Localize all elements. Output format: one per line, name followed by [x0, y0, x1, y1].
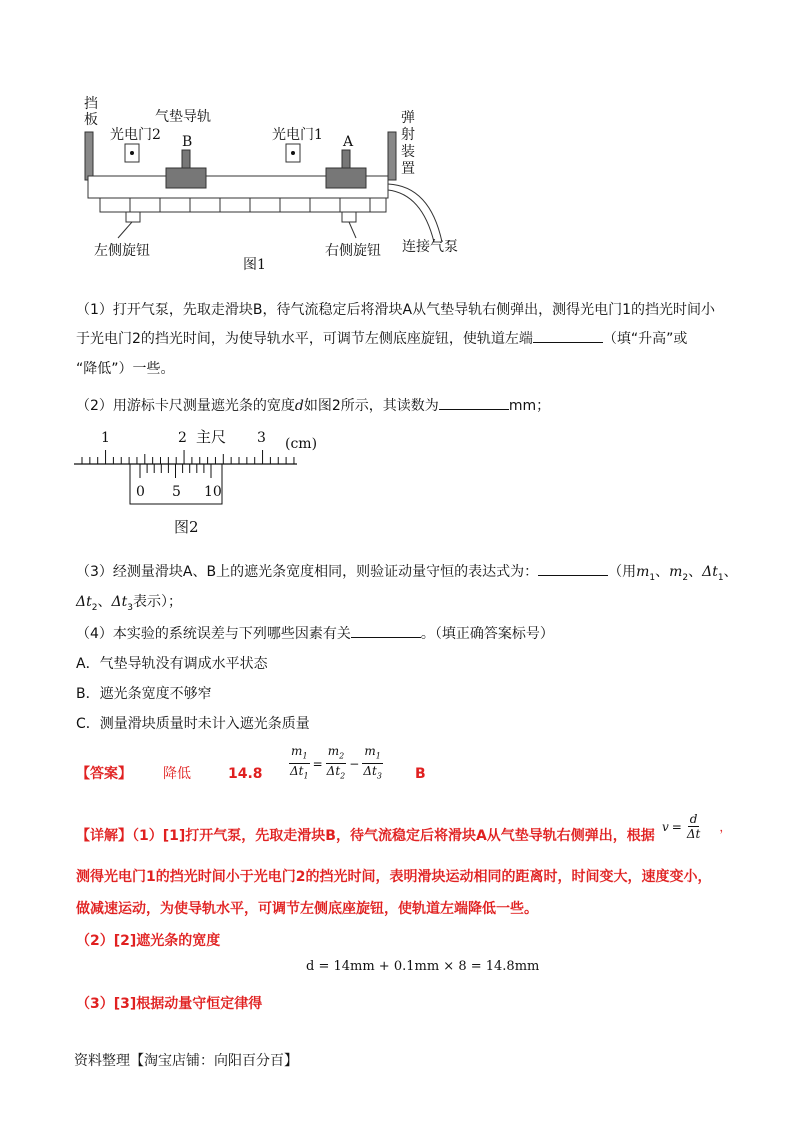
label-gate-1: 光电门1: [272, 127, 323, 143]
answer-2: 14.8: [228, 766, 263, 782]
label-baffle: 挡板: [84, 96, 98, 128]
q4-option-C: C．测量滑块质量时未计入遮光条质量: [76, 716, 310, 732]
pump-hose: [388, 184, 442, 242]
explain-formula-2: d = 14mm + 0.1mm × 8 = 14.8mm: [306, 959, 540, 974]
answer-1: 降低: [163, 766, 191, 782]
q3-line-1: （3）经测量滑块A、B上的遮光条宽度相同，则验证动量守恒的表达式为： （用$m_1$、$m_2$、$\Delta t_1$、: [76, 561, 738, 589]
answer-3-formula: $\frac{m_1}{\Delta t_1}$ = $\frac{m_2}{\Delta t_2}$ − $\frac{m_1}{\Delta t_3}$: [290, 744, 382, 781]
q3-text-pre: （3）经测量滑块A、B上的遮光条宽度相同，则验证动量守恒的表达式为：: [76, 564, 539, 580]
q4-line: [76, 623, 554, 645]
explain-p1-pre: （1）[1]打开气泵，先取走滑块B，待气流稳定后将滑块A从气垫导轨右侧弹出，根据: [132, 828, 655, 844]
q2-text-pre: （2）用游标卡尺测量遮光条的宽度: [76, 398, 295, 414]
vernier-label-5: 5: [172, 484, 181, 500]
vernier-label-10: 10: [204, 484, 222, 500]
explain-p3: （3）[3]根据动量守恒定律得: [76, 996, 263, 1012]
label-pump: 连接气泵: [402, 239, 458, 255]
answer-4: B: [415, 766, 426, 782]
right-knob: [342, 212, 356, 222]
q3-line-2: $\Delta t_2$、$\Delta t_3$表示）；: [76, 594, 182, 613]
figure-2-caption: 图2: [174, 518, 199, 536]
baffle: [85, 132, 93, 180]
explain-line-2: 测得光电门1的挡光时间小于光电门2的挡光时间，表明滑块运动相同的距离时，时间变大，速度变小，: [76, 869, 712, 885]
q3-var-m1: m: [636, 564, 650, 580]
figure-1-caption: 图1: [243, 257, 266, 273]
q3-var-m2: m: [669, 564, 683, 580]
q3-line-2-text: 表示）；: [132, 594, 182, 610]
q4-tail: 。（填正确答案标号）: [420, 626, 554, 642]
left-knob: [126, 212, 140, 222]
track-base: [100, 198, 386, 212]
q2-var-d: d: [294, 398, 304, 414]
q3-text-post: （用: [608, 564, 637, 580]
q2-text-mid: 如图2所示，其读数为: [303, 398, 439, 414]
figure-2-unit: (cm): [285, 436, 318, 452]
label-slider-A: A: [343, 134, 354, 150]
slider-B: [166, 168, 206, 188]
q1-line-2: [76, 328, 687, 350]
q1-line-2-tail: （填“升高”或: [602, 331, 688, 347]
slider-A: [326, 168, 366, 188]
label-gate-2: 光电门2: [110, 127, 161, 143]
explain-velocity-formula: v = $\frac{d}{\Delta t}$ ，: [662, 812, 732, 841]
q2-line: [76, 395, 550, 417]
answer-label: 【答案】: [76, 766, 132, 782]
q1-answer-blank[interactable]: [533, 328, 603, 343]
q3-var-dt2: Δt: [76, 594, 92, 610]
main-tick-label-2: 2: [178, 430, 187, 446]
explain-line-1: [76, 825, 655, 847]
label-launcher: 弹射装置: [401, 110, 415, 177]
q2-answer-blank[interactable]: [439, 395, 509, 410]
label-slider-B: B: [182, 134, 193, 150]
slider-A-flag: [342, 150, 350, 168]
explain-line-3: 做减速运动，为使导轨水平，可调节左侧底座旋钮，使轨道左端降低一些。: [76, 901, 538, 917]
main-tick-label-3: 3: [257, 430, 266, 446]
q1-line-2-text: 于光电门2的挡光时间，为使导轨水平，可调节左侧底座旋钮，使轨道左端: [76, 331, 533, 347]
launcher: [388, 132, 396, 180]
vernier-label-0: 0: [136, 484, 145, 500]
label-air-track: 气垫导轨: [155, 109, 211, 125]
q4-option-B: B．遮光条宽度不够窄: [76, 686, 212, 702]
main-tick-label-1: 1: [101, 430, 110, 446]
label-left-knob: 左侧旋钮: [94, 243, 150, 259]
q2-unit: mm；: [508, 398, 551, 414]
q3-var-dt3: Δt: [111, 594, 128, 610]
explain-p2: （2）[2]遮光条的宽度: [76, 933, 221, 949]
page-footer: 资料整理【淘宝店铺：向阳百分百】: [74, 1053, 298, 1069]
label-right-knob: 右侧旋钮: [325, 243, 381, 259]
explain-label: 【详解】: [76, 828, 132, 844]
q4-answer-blank[interactable]: [351, 623, 421, 638]
main-scale-label: 主尺: [196, 428, 227, 446]
q1-line-3: “降低”）一些。: [76, 361, 175, 377]
q4-option-A: A．气垫导轨没有调成水平状态: [76, 656, 268, 672]
slider-B-flag: [182, 150, 190, 168]
q3-answer-blank[interactable]: [538, 561, 608, 576]
q3-var-dt1: Δt: [702, 564, 718, 580]
q4-text: （4）本实验的系统误差与下列哪些因素有关: [76, 626, 351, 642]
q1-line-1: （1）打开气泵，先取走滑块B，待气流稳定后将滑块A从气垫导轨右侧弹出，测得光电门1的挡光时间小: [76, 302, 715, 318]
